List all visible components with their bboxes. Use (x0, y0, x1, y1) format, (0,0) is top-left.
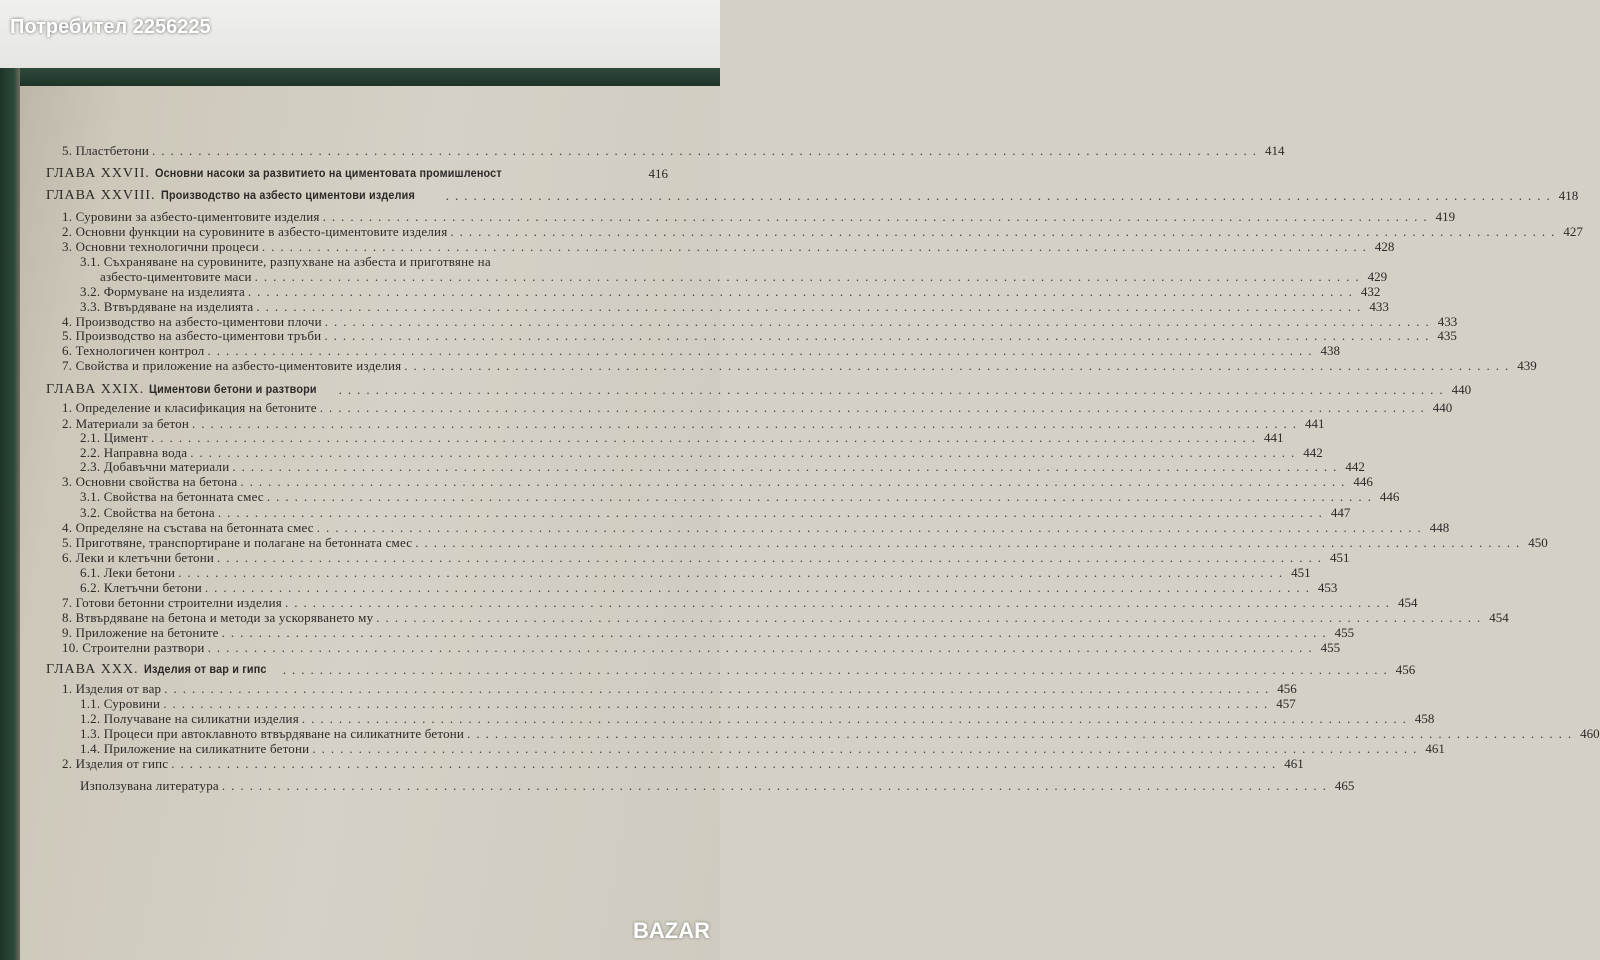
toc-chapter (0, 381, 1472, 397)
toc-entry-text (46, 381, 336, 397)
toc-entry (0, 416, 1325, 431)
toc-entry-text: азбесто-циментовите маси (100, 269, 252, 284)
toc-entry-text: 9. Приложение на бетоните (62, 625, 219, 640)
toc-entry (0, 239, 1395, 254)
toc-entry-text: 1. Изделия от вар (62, 681, 162, 696)
page-number: 454 (1489, 610, 1509, 625)
dot-leader: ........................................................................................................................ (150, 430, 1261, 445)
page-number: 446 (1379, 489, 1400, 504)
page-number: 429 (1367, 269, 1388, 284)
toc-entry (0, 640, 1341, 655)
toc-entry (0, 299, 1389, 314)
dot-leader: ........................................................................................................................ (467, 726, 1578, 741)
page-number: 451 (1330, 550, 1350, 565)
toc-entry (0, 254, 720, 269)
dot-leader: ........................................................................................................................ (301, 711, 1412, 726)
dot-leader: ........................................................................................................................ (164, 681, 1275, 696)
dot-leader: ........................................................................................................................ (415, 535, 1526, 550)
page-number: 441 (1305, 416, 1325, 431)
toc-entry (0, 489, 1400, 504)
page-number: 442 (1303, 445, 1323, 460)
toc-chapter (0, 661, 1416, 677)
toc-entry-text: 5. Приготвяне, транспортиране и полагане на бетонната смес (62, 535, 413, 550)
dot-leader: ........................................................................................................................ (152, 143, 1263, 158)
dot-leader: ........................................................................................................................ (261, 239, 1372, 254)
toc-entry-text: 2.1. Цимент (80, 430, 148, 445)
toc-entry (0, 284, 1381, 299)
page-number: 438 (1320, 343, 1340, 358)
toc-entry-text (46, 165, 540, 181)
dot-leader: ........................................................................................................................ (254, 269, 1365, 284)
toc-entry-text: 3.1. Съхраняване на суровините, разпухване на азбеста и приготвяне на (80, 254, 491, 269)
page-number: 446 (1353, 474, 1373, 489)
toc-entry-text (46, 661, 280, 677)
toc-entry (0, 143, 1285, 158)
dot-leader: ........................................................................................................................ (171, 756, 1282, 771)
page-number: 433 (1369, 299, 1389, 314)
toc-entry-text: 3.3. Втвърдяване на изделията (80, 299, 254, 314)
dot-leader: ........................................................................................................................ (404, 358, 1515, 373)
toc-entry-text: 1.4. Приложение на силикатните бетони (80, 741, 310, 756)
dot-leader: ........................................................................................................................ (204, 580, 1315, 595)
toc-entry (0, 610, 1509, 625)
toc-entry-text: 3.1. Свойства на бетонната смес (80, 489, 264, 504)
toc-entry-text: 2. Изделия от гипс (62, 756, 169, 771)
toc-entry-text: 7. Готови бетонни строителни изделия (62, 595, 282, 610)
toc-entry-text: 2. Материали за бетон (62, 416, 190, 431)
bazar-logo: BAZAR (633, 918, 710, 943)
dot-leader: ........................................................................................................................ (450, 224, 1561, 239)
toc-entry (0, 343, 1340, 358)
dot-leader: ........................................................................................................................ (324, 328, 1435, 343)
page-number: 456 (1395, 662, 1416, 677)
toc-entry (0, 358, 1537, 373)
toc-entry (0, 778, 1355, 793)
page-number: 440 (1432, 400, 1453, 415)
toc-chapter (0, 187, 1579, 203)
toc-entry-text: 2.3. Добавъчни материали (80, 459, 230, 474)
dot-leader: ........................................................................................................................ (190, 445, 1301, 460)
dot-leader: ........................................................................................................................ (192, 416, 1303, 431)
dot-leader: ........................................................................................................................ (207, 343, 1318, 358)
toc-entry-text: 6. Леки и клетъчни бетони (62, 550, 215, 565)
page-number: 428 (1374, 239, 1395, 254)
toc-entry (0, 625, 1355, 640)
toc-entry (0, 711, 1435, 726)
page-number: 418 (1558, 188, 1579, 203)
chapter-title: Циментови бетони и разтвори (149, 382, 317, 396)
toc-entry-text: 4. Определяне на състава на бетонната смес (62, 520, 314, 535)
dot-leader: ........................................................................................................................ (256, 299, 1367, 314)
dot-leader: ........................................................................................................................ (221, 625, 1332, 640)
dot-leader: ........................................................................................................................ (376, 610, 1487, 625)
toc-entry (0, 445, 1323, 460)
page-number: 450 (1528, 535, 1548, 550)
page-number: 414 (1265, 143, 1285, 158)
toc-entry (0, 400, 1453, 415)
dot-leader: ........................................................................................................................ (322, 209, 1433, 224)
toc-entry (0, 430, 1284, 445)
page-number: 432 (1360, 284, 1381, 299)
page-number: 440 (1451, 382, 1472, 397)
toc-entry (0, 726, 1600, 741)
dot-leader: ........................................................................................................................ (266, 489, 1377, 504)
page-number: 451 (1291, 565, 1311, 580)
page-number: 465 (1334, 778, 1355, 793)
page-number: 416 (648, 166, 668, 181)
chapter-title: Изделия от вар и гипс (143, 662, 267, 676)
toc-entry (0, 741, 1445, 756)
page-number: 458 (1414, 711, 1435, 726)
page-number: 448 (1429, 520, 1450, 535)
chapter-label: ГЛАВА XXX. (46, 662, 139, 677)
page-number: 455 (1320, 640, 1341, 655)
page-number: 447 (1330, 505, 1351, 520)
toc-entry (0, 535, 1548, 550)
chapter-title: Производство на азбесто циментови изделия (160, 188, 415, 202)
page-number: 433 (1437, 314, 1458, 329)
toc-entry (0, 505, 1351, 520)
toc-entry (0, 224, 1583, 239)
dot-leader: ........................................................................................................................ (312, 741, 1423, 756)
toc-entry (0, 756, 1304, 771)
page-number: 454 (1397, 595, 1418, 610)
toc-entry-text: 6. Технологичен контрол (62, 343, 205, 358)
toc-entry (0, 474, 1373, 489)
page-number: 442 (1345, 459, 1365, 474)
toc-entry-text: 1.1. Суровини (80, 696, 161, 711)
toc-entry-text: 10. Строителни разтвори (62, 640, 205, 655)
toc-entry (0, 580, 1338, 595)
toc-entry-text: 3.2. Формуване на изделията (80, 284, 245, 299)
toc-entry (0, 565, 1311, 580)
watermark-username: Потребител 2256225 (10, 16, 211, 38)
toc-entry-text (46, 187, 443, 203)
toc-entry (0, 209, 1456, 224)
toc-entry-text: 5. Пластбетони (62, 143, 150, 158)
toc-entry-text: 1. Определение и класификация на бетоните (62, 400, 317, 415)
dot-leader: ........................................................................................................................ (247, 284, 1358, 299)
toc-entry-text: 3. Основни свойства на бетона (62, 474, 238, 489)
dot-leader: ........................................................................................................................ (207, 640, 1318, 655)
toc-entry (0, 595, 1418, 610)
page-number: 441 (1263, 430, 1284, 445)
toc-entry-text: 2. Основни функции на суровините в азбесто-циментовите изделия (62, 224, 448, 239)
page-number: 461 (1425, 741, 1445, 756)
chapter-label: ГЛАВА XXIX. (46, 382, 145, 397)
dot-leader: ........................................................................................................................ (319, 400, 1430, 415)
page-number: 439 (1517, 358, 1537, 373)
page-number: 427 (1563, 224, 1583, 239)
dot-leader: ........................................................................................................................ (445, 188, 1556, 203)
page-number: 419 (1435, 209, 1456, 224)
toc-entry (0, 314, 1458, 329)
dot-leader: ........................................................................................................................ (178, 565, 1289, 580)
toc-entry-text: 1. Суровини за азбесто-циментовите изделия (62, 209, 320, 224)
toc-entry-text: 6.1. Леки бетони (80, 565, 176, 580)
dot-leader: ........................................................................................................................ (282, 662, 1393, 677)
chapter-label: ГЛАВА XXVIII. (46, 188, 156, 203)
toc-entry (0, 269, 1388, 284)
toc-entry-text: 3. Основни технологични процеси (62, 239, 259, 254)
chapter-title: Основни насоки за развитието на циментовата промишленост (154, 166, 502, 180)
dot-leader: ........................................................................................................................ (324, 314, 1435, 329)
page-number: 453 (1317, 580, 1338, 595)
dot-leader: ........................................................................................................................ (217, 505, 1328, 520)
dot-leader: ........................................................................................................................ (338, 382, 1449, 397)
toc-entry (0, 459, 1365, 474)
dot-leader: ........................................................................................................................ (217, 550, 1328, 565)
page-number: 455 (1334, 625, 1355, 640)
toc-entry (0, 681, 1297, 696)
page-number: 461 (1284, 756, 1304, 771)
toc-entry (0, 696, 1296, 711)
toc-entry-text: 6.2. Клетъчни бетони (80, 580, 202, 595)
toc-entry-text: 8. Втвърдяване на бетона и методи за ускоряването му (62, 610, 374, 625)
toc-entry-text: 7. Свойства и приложение на азбесто-циментовите изделия (62, 358, 402, 373)
page-number: 456 (1277, 681, 1297, 696)
toc-entry-text: 3.2. Свойства на бетона (80, 505, 215, 520)
dot-leader: ........................................................................................................................ (240, 474, 1351, 489)
chapter-label: ГЛАВА XXVII. (46, 166, 150, 181)
page-number: 435 (1437, 328, 1457, 343)
toc-entry-text: 4. Производство на азбесто-циментови плочи (62, 314, 322, 329)
dot-leader: ........................................................................................................................ (221, 778, 1332, 793)
page-number: 460 (1580, 726, 1600, 741)
toc-entry (0, 328, 1457, 343)
book-cover-top-edge (0, 68, 720, 86)
dot-leader: ........................................................................................................................ (316, 520, 1427, 535)
toc-entry-text: 1.3. Процеси при автоклавното втвърдяване на силикатните бетони (80, 726, 465, 741)
toc-entry-text: 5. Производство на азбесто-циментови тръби (62, 328, 322, 343)
toc-entry (0, 520, 1450, 535)
toc-chapter (0, 165, 720, 181)
toc-entry-text: 1.2. Получаване на силикатни изделия (80, 711, 299, 726)
dot-leader: ........................................................................................................................ (232, 459, 1343, 474)
dot-leader: ........................................................................................................................ (284, 595, 1395, 610)
dot-leader: ........................................................................................................................ (163, 696, 1274, 711)
toc-entry-text: Използувана литература (80, 778, 219, 793)
page-number: 457 (1276, 696, 1296, 711)
toc-entry-text: 2.2. Направна вода (80, 445, 188, 460)
toc-entry (0, 550, 1350, 565)
